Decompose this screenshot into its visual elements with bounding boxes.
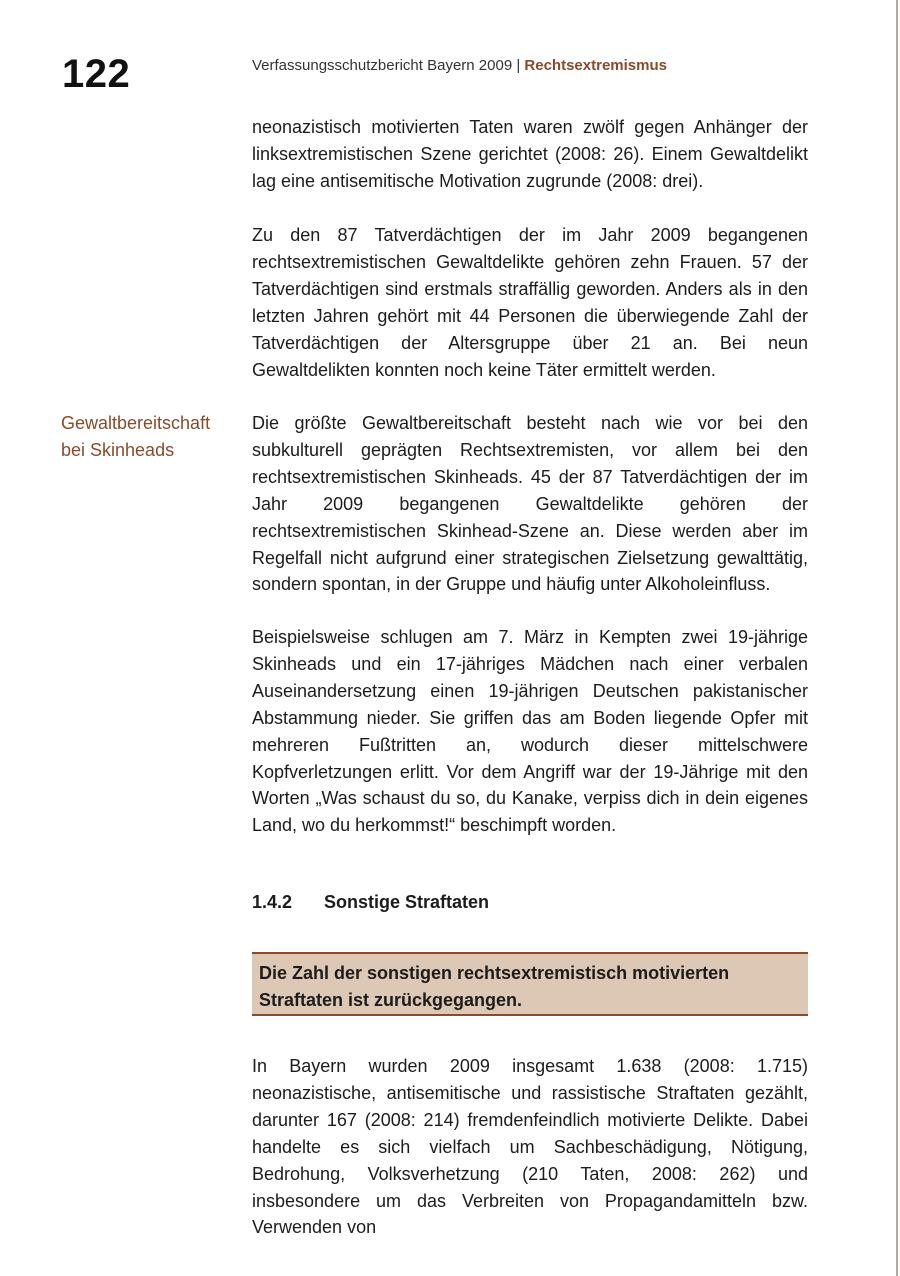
page-edge-divider [896,0,898,1276]
paragraph-1: neonazistisch motivierten Taten waren zwölf gegen Anhänger der linksextremistischen Szene gerichtet (2008: 26). Einem Gewaltdelikt lag eine antisemitische Motivation zugrunde (2008: drei). [252,117,808,191]
paragraph-suspects [252,222,808,383]
summary-box: Die Zahl der sonstigen rechtsextremistisch motivierten Straftaten ist zurückgegangen. [252,952,808,1016]
paragraph-4: Beispielsweise schlugen am 7. März in Kempten zwei 19-jährige Skinheads und ein 17-jähriges Mädchen nach einer verbalen Auseinandersetzung einen 19-jährigen Deutschen pakistanischer Abstammung nieder. Sie griffen das am Boden liegende Opfer mit mehreren Fußtritten an, wodurch dieser mittelschwere Kopfverletzungen erlitt. Vor dem Angriff war der 19-Jährige mit den Worten „Was schaust du so, du Kanake, verpiss dich in dein eigenes Land, wo du herkommst!“ beschimpft worden. [252,627,808,836]
paragraph-kempten [252,624,808,839]
subsection-heading [252,892,489,913]
subsection-number: 1.4.2 [252,892,293,912]
margin-note-line-1: Gewaltbereitschaft [61,413,211,433]
paragraph-continued [252,114,808,195]
running-header [252,57,667,74]
margin-note [61,410,241,464]
paragraph-2: Zu den 87 Tatverdächtigen der im Jahr 2009 begangenen rechtsextremistischen Gewaltdelikte gehören zehn Frauen. 57 der Tatverdächtigen sind erstmals straffällig geworden. Anders als in den letzten Jahren gehört mit 44 Personen die überwiegende Zahl der Tatverdächtigen der Altersgruppe über 21 an. Bei neun Gewaltdelikten konnten noch keine Täter ermittelt werden. [252,225,808,380]
paragraph-5: In Bayern wurden 2009 insgesamt 1.638 (2008: 1.715) neonazistische, antisemitische und rassistische Straftaten gezählt, darunter 167 (2008: 214) fremdenfeindlich motivierte Delikte. Dabei handelte es sich vielfach um Sachbeschädigung, Nötigung, Bedrohung, Volksverhetzung (210 Taten, 2008: 262) und insbesondere um das Verbreiten von Propagandamitteln bzw. Verwenden von [252,1056,808,1238]
page-number: 122 [62,52,131,96]
margin-note-line-2: bei Skinheads [61,439,175,460]
paragraph-statistics [252,1053,808,1241]
header-publication: Verfassungsschutzbericht Bayern 2009 | [252,57,521,74]
paragraph-3: Die größte Gewaltbereitschaft besteht nach wie vor bei den subkulturell geprägten Rechtsextremisten, vor allem bei den rechtsextremistischen Skinheads. 45 der 87 Tatverdächtigen der im Jahr 2009 begangenen Gewaltdelikte gehören der rechtsextremistischen Skinhead-Szene an. Diese werden aber im Regelfall nicht aufgrund einer strategischen Zielsetzung gewalttätig, sondern spontan, in der Gruppe und häufig unter Alkoholeinfluss. [252,413,808,595]
header-section: Rechtsextremismus [524,57,667,74]
paragraph-skinheads [252,410,808,598]
subsection-title: Sonstige Straftaten [324,892,490,912]
